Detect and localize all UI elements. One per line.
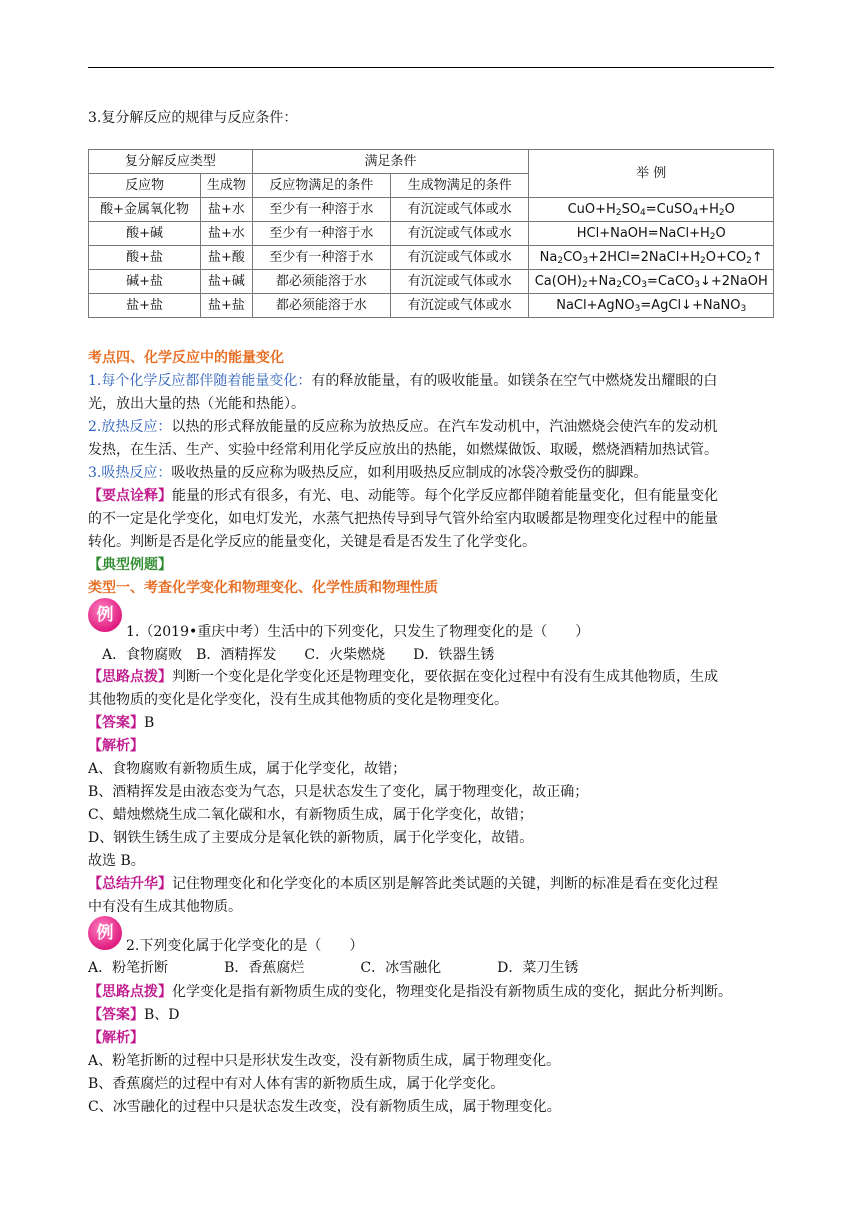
q2-hint (88, 982, 732, 1002)
kp4-p2-text: 以热的形式释放能量的反应称为放热反应。在汽车发动机中，汽油燃烧会使汽车的发动机 (171, 419, 718, 435)
section3-title: 3.复分解反应的规律与反应条件： (88, 110, 298, 126)
cell-product: 盐+盐 (201, 294, 253, 318)
cell-reactant: 酸+盐 (89, 246, 201, 270)
q2-hint-label: 【思路点拨】 (88, 984, 172, 1000)
subheader-product: 生成物 (201, 174, 253, 198)
q2-answer-label: 【答案】 (88, 1007, 144, 1023)
header-rule (88, 67, 774, 68)
table-row (89, 294, 774, 318)
cell-product-condition: 有沉淀或气体或水 (391, 198, 529, 222)
table-row (89, 198, 774, 222)
examples-heading: 【典型例题】 (88, 557, 172, 573)
q1-summary-line2: 中有没有生成其他物质。 (88, 899, 242, 915)
q1-analysis-label: 【解析】 (88, 738, 144, 754)
q1-summary-label: 【总结升华】 (88, 876, 172, 892)
cell-product-condition: 有沉淀或气体或水 (391, 270, 529, 294)
kp4-note-text: 能量的形式有很多，有光、电、动能等。每个化学反应都伴随着能量变化，但有能量变化 (172, 488, 718, 504)
cell-reactant: 酸+金属氧化物 (89, 198, 201, 222)
q1-hint-text: 判断一个变化是化学变化还是物理变化，要依据在变化过程中有没有生成其他物质，生成 (172, 669, 718, 685)
q1-hint-line2: 其他物质的变化是化学变化，没有生成其他物质的变化是物理变化。 (88, 692, 508, 708)
q1-analysis-d: D、钢铁生锈生成了主要成分是氧化铁的新物质，属于化学变化，故错。 (88, 830, 534, 846)
example-badge-icon: 例 (88, 598, 122, 632)
q1-hint-line1 (88, 667, 718, 687)
q2-analysis-a: A、粉笔折断的过程中只是形状发生改变，没有新物质生成，属于物理变化。 (88, 1053, 561, 1069)
cell-example-equation: $HCl+NaOH=NaCl+H_2O$ (529, 222, 774, 246)
cell-reactant-condition: 至少有一种溶于水 (252, 222, 390, 246)
cell-product: 盐+水 (201, 222, 253, 246)
kp4-note-line2: 的不一定是化学变化，如电灯发光，水蒸气把热传导到导气管外给室内取暖都是物理变化过程中的能量 (88, 511, 718, 527)
q2-hint-text: 化学变化是指有新物质生成的变化，物理变化是指没有新物质生成的变化，据此分析判断。 (172, 984, 732, 1000)
q1-answer-value: B (144, 715, 155, 731)
cell-reactant-condition: 至少有一种溶于水 (252, 246, 390, 270)
cell-product-condition: 有沉淀或气体或水 (391, 222, 529, 246)
kp4-title: 考点四、化学反应中的能量变化 (88, 350, 284, 366)
cell-product-condition: 有沉淀或气体或水 (391, 294, 529, 318)
type1-heading: 类型一、考查化学变化和物理变化、化学性质和物理性质 (88, 580, 438, 596)
cell-example-equation: $CuO+H_2SO_4=CuSO_4+H_2O$ (529, 198, 774, 222)
kp4-p1-line2: 光，放出大量的热（光能和热能）。 (88, 396, 305, 412)
subheader-reactant-condition: 反应物满足的条件 (252, 174, 390, 198)
q2-stem: 2.下列变化属于化学变化的是（ ） (126, 938, 364, 954)
q1-answer (88, 713, 154, 733)
kp4-p2-line2: 发热，在生活、生产、实验中经常利用化学反应放出的热能，如燃煤做饭、取暖，燃烧酒精加热试管。 (88, 442, 718, 458)
q1-analysis-a: A、食物腐败有新物质生成，属于化学变化，故错； (88, 761, 407, 777)
example-badge-icon: 例 (88, 916, 122, 950)
kp4-p3-label: 3.吸热反应： (88, 465, 172, 481)
kp4-note-line1 (88, 486, 718, 506)
q1-summary-text: 记住物理变化和化学变化的本质区别是解答此类试题的关键，判断的标准是看在变化过程 (172, 876, 718, 892)
subheader-reactant: 反应物 (89, 174, 201, 198)
q2-answer (88, 1005, 180, 1025)
q1-summary-line1 (88, 874, 718, 894)
q1-analysis-c: C、蜡烛燃烧生成二氧化碳和水，有新物质生成，属于化学变化，故错； (88, 807, 533, 823)
cell-reactant: 酸+碱 (89, 222, 201, 246)
kp4-p2-label: 2.放热反应： (88, 419, 172, 435)
q1-analysis-b: B、酒精挥发是由液态变为气态，只是状态发生了变化，属于物理变化，故正确； (88, 784, 589, 800)
cell-reactant-condition: 都必须能溶于水 (252, 294, 390, 318)
q1-hint-label: 【思路点拨】 (88, 669, 172, 685)
kp4-p1-text: 有的释放能量，有的吸收能量。如镁条在空气中燃烧发出耀眼的白 (311, 373, 718, 389)
header-example: 举 例 (529, 150, 774, 198)
table-row (89, 246, 774, 270)
q2-options: A．粉笔折断 B．香蕉腐烂 C．冰雪融化 D．菜刀生锈 (88, 960, 579, 976)
header-reaction-type: 复分解反应类型 (89, 150, 253, 174)
q1-stem: 1.（2019•重庆中考）生活中的下列变化，只发生了物理变化的是（ ） (126, 624, 590, 640)
subheader-product-condition: 生成物满足的条件 (391, 174, 529, 198)
q1-answer-label: 【答案】 (88, 715, 144, 731)
kp4-p1-label: 1.每个化学反应都伴随着能量变化： (88, 373, 312, 389)
cell-product-condition: 有沉淀或气体或水 (391, 246, 529, 270)
table-row (89, 222, 774, 246)
cell-reactant-condition: 至少有一种溶于水 (252, 198, 390, 222)
kp4-p1-line1 (88, 371, 717, 391)
q1-options: A．食物腐败 B．酒精挥发 C．火柴燃烧 D．铁器生锈 (102, 647, 495, 663)
q1-analysis-choice: 故选 B。 (88, 853, 145, 869)
cell-reactant: 盐+盐 (89, 294, 201, 318)
kp4-p3-line1 (88, 463, 647, 483)
cell-product: 盐+碱 (201, 270, 253, 294)
cell-example-equation: $Na_2CO_3+2HCl=2NaCl+H_2O+CO_2↑$ (529, 246, 774, 270)
double-decomposition-table (88, 149, 774, 318)
cell-reactant-condition: 都必须能溶于水 (252, 270, 390, 294)
cell-example-equation: $Ca(OH)_2+Na_2CO_3=CaCO_3↓+2NaOH$ (529, 270, 774, 294)
cell-reactant: 碱+盐 (89, 270, 201, 294)
cell-product: 盐+水 (201, 198, 253, 222)
header-conditions: 满足条件 (252, 150, 529, 174)
kp4-note-line3: 转化。判断是否是化学反应的能量变化，关键是看是否发生了化学变化。 (88, 534, 536, 550)
q2-answer-value: B、D (144, 1007, 180, 1023)
kp4-p2-line1 (88, 417, 717, 437)
q2-analysis-b: B、香蕉腐烂的过程中有对人体有害的新物质生成，属于化学变化。 (88, 1076, 505, 1092)
cell-product: 盐+酸 (201, 246, 253, 270)
kp4-note-label: 【要点诠释】 (88, 488, 172, 504)
cell-example-equation: NaCl+AgNO$_3$=AgCl↓+NaNO$_3$ (529, 294, 774, 318)
q2-analysis-label: 【解析】 (88, 1030, 144, 1046)
kp4-p3-text: 吸收热量的反应称为吸热反应，如利用吸热反应制成的冰袋冷敷受伤的脚踝。 (171, 465, 648, 481)
q2-analysis-c: C、冰雪融化的过程中只是状态发生改变，没有新物质生成，属于物理变化。 (88, 1099, 561, 1115)
table-row (89, 270, 774, 294)
